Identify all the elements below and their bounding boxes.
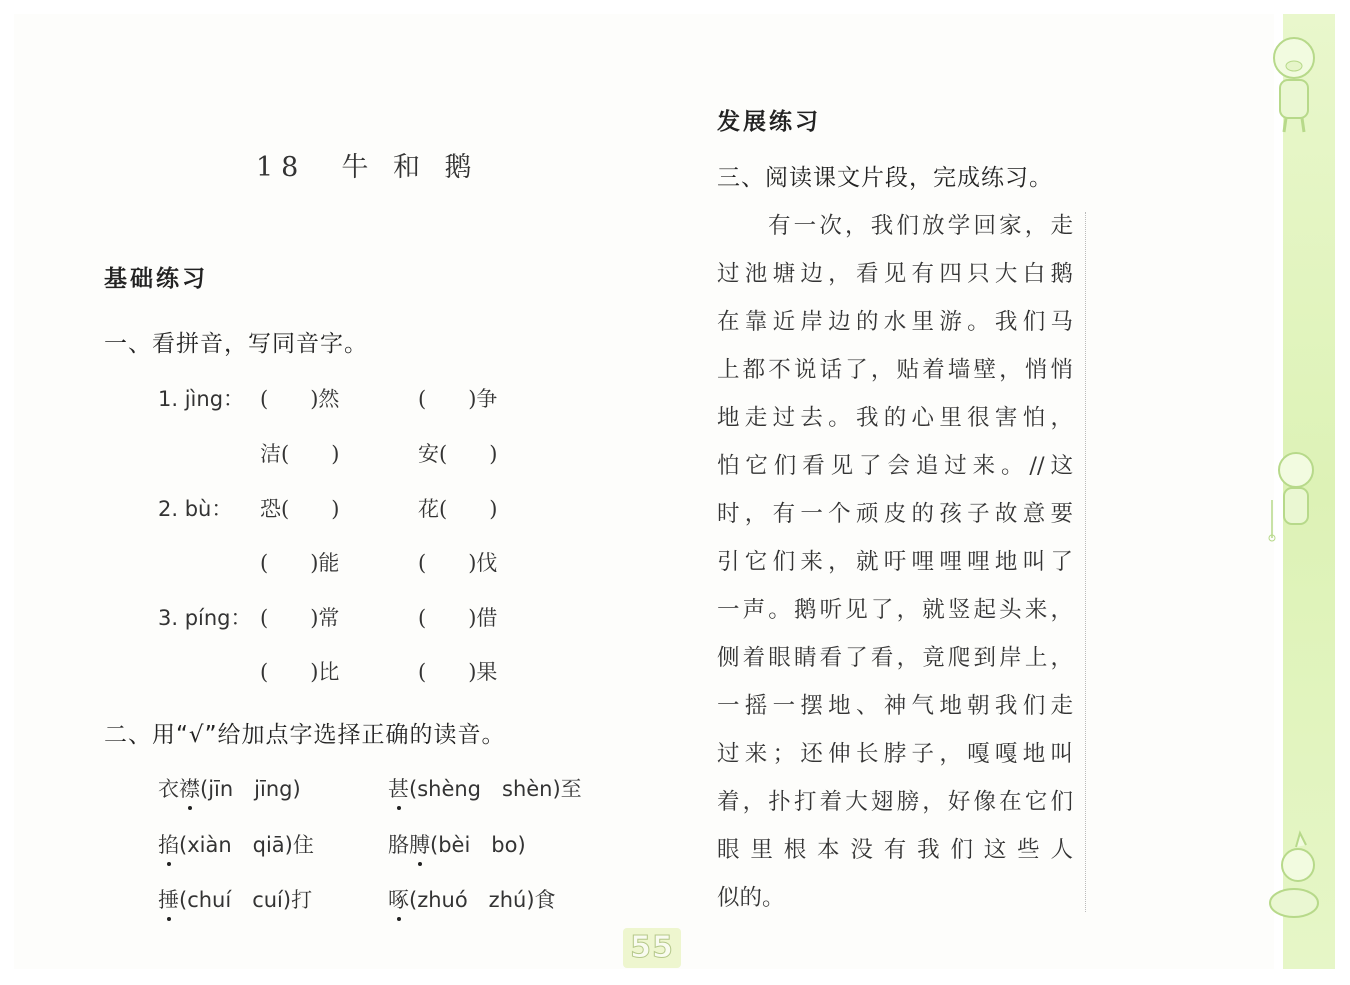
cartoon-dog-icon xyxy=(1256,440,1336,550)
q2-pinyin-options: (chuí cuí)打 xyxy=(179,888,313,912)
q2-dotted-char: 啄 xyxy=(388,888,409,912)
basic-practice-heading: 基础练习 xyxy=(104,265,208,292)
q2-dotted-char: 襟 xyxy=(179,777,200,801)
q2-pinyin-options: (zhuó zhú)食 xyxy=(409,888,556,912)
q1-blank: 恐( ) xyxy=(260,497,340,521)
q1-row-label: 3. píng： xyxy=(158,606,252,630)
q2-item-2 xyxy=(388,773,582,803)
q2-char: 胳 xyxy=(388,833,409,857)
q2-dotted-char: 捶 xyxy=(158,888,179,912)
q1-row-1 xyxy=(158,383,244,413)
q1-blank: ( )能 xyxy=(260,551,340,575)
passage-line: 地走过去。我的心里很害怕， xyxy=(717,405,1073,431)
passage-line: 侧着眼睛看了看，竟爬到岸上， xyxy=(717,645,1073,671)
passage-line: 有一次，我们放学回家，走 xyxy=(768,213,1073,239)
q1-blank: ( )伐 xyxy=(418,551,498,575)
q1-blank: ( )常 xyxy=(260,606,340,630)
q2-pinyin-options: (jīn jīng) xyxy=(200,777,301,801)
q2-pinyin-options: (xiàn qiā)住 xyxy=(179,833,314,857)
passage-divider xyxy=(1085,212,1086,912)
passage-line: 时，有一个顽皮的孩子故意要 xyxy=(717,501,1073,527)
passage-line: 上都不说话了，贴着墙壁，悄悄 xyxy=(717,357,1073,383)
development-practice-heading: 发展练习 xyxy=(717,108,821,135)
passage-line: 似的。 xyxy=(717,885,785,911)
passage-line: 在靠近岸边的水里游。我们马 xyxy=(717,309,1073,335)
page-number: 55 xyxy=(623,928,681,968)
q2-item-1 xyxy=(158,773,301,803)
q2-item-4 xyxy=(388,829,526,859)
q1-blank: ( )借 xyxy=(418,606,498,630)
question-2-heading: 二、用“√”给加点字选择正确的读音。 xyxy=(104,722,506,748)
lesson-title: 18 牛 和 鹅 xyxy=(256,152,480,183)
q1-blank: 洁( ) xyxy=(260,442,340,466)
passage-line: 着，扑打着大翅膀，好像在它们 xyxy=(717,789,1073,815)
q1-blank: ( )然 xyxy=(260,387,340,411)
q1-blank: 安( ) xyxy=(418,442,498,466)
passage-line: 过池塘边，看见有四只大白鹅 xyxy=(717,261,1073,287)
q1-blank: ( )比 xyxy=(260,660,340,684)
q2-dotted-char: 掐 xyxy=(158,833,179,857)
q2-item-5 xyxy=(158,884,312,914)
question-1-heading: 一、看拼音，写同音字。 xyxy=(104,331,368,357)
q2-item-3 xyxy=(158,829,314,859)
passage-line: 一声。鹅听见了，就竖起头来， xyxy=(717,597,1073,623)
passage-line: 怕它们看见了会追过来。//这 xyxy=(717,453,1073,479)
q1-row-label: 1. jìng： xyxy=(158,387,245,411)
q2-pinyin-options: (shèng shèn)至 xyxy=(409,777,582,801)
passage-line: 引它们来，就吁哩哩哩地叫了 xyxy=(717,549,1073,575)
passage-line: 过来；还伸长脖子，嘎嘎地叫 xyxy=(717,741,1073,767)
question-3-heading: 三、阅读课文片段，完成练习。 xyxy=(717,165,1053,191)
q1-blank: ( )果 xyxy=(418,660,498,684)
q2-char: 衣 xyxy=(158,777,179,801)
q2-pinyin-options: (bèi bo) xyxy=(430,833,526,857)
q1-row-3 xyxy=(158,493,232,523)
cartoon-duck-icon xyxy=(1256,825,1336,935)
q2-dotted-char: 甚 xyxy=(388,777,409,801)
passage-line: 眼里根本没有我们这些人 xyxy=(717,837,1073,863)
q1-blank: ( )争 xyxy=(418,387,498,411)
q2-dotted-char: 膊 xyxy=(409,833,430,857)
passage-line: 一摇一摆地、神气地朝我们走 xyxy=(717,693,1073,719)
q1-row-label: 2. bù： xyxy=(158,497,233,521)
q1-row-5 xyxy=(158,602,252,632)
q2-item-6 xyxy=(388,884,556,914)
cartoon-pig-icon xyxy=(1256,28,1336,138)
q1-blank: 花( ) xyxy=(418,497,498,521)
